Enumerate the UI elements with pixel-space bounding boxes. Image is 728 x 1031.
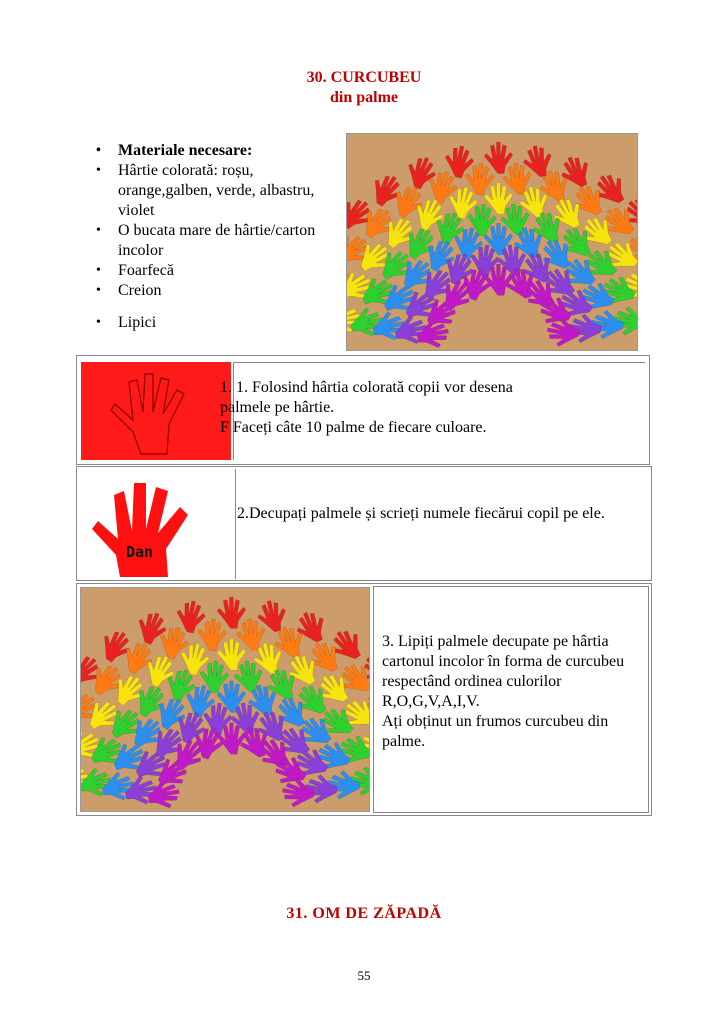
step-3-para-2: Ați obținut un frumos curcubeu din palme. — [382, 713, 609, 750]
step-1-box — [76, 355, 650, 465]
rainbow-hands-image — [347, 134, 637, 350]
hand-shape — [501, 162, 533, 196]
rainbow-hands-photo-top — [346, 133, 638, 351]
step-2-text: 2.Decupați palmele și scrieți numele fiecărui copil pe ele. — [237, 505, 605, 522]
material-item: • Lipici — [93, 313, 333, 333]
step-1-line-1: 1. 1. Folosind hârtia colorată copii vor desena — [220, 379, 513, 396]
hand-shape — [235, 618, 267, 652]
page-number: 55 — [357, 968, 371, 983]
hand-shape — [196, 618, 228, 652]
hand-name-label: Dan — [126, 543, 154, 561]
rainbow-hands-photo-bottom — [80, 587, 370, 812]
rainbow-hands-image — [81, 588, 369, 811]
red-paper-hand-image — [81, 362, 231, 460]
step-3-para-1: 3. Lipiți palmele decupate pe hârtia cartonul incolor în forma de curcubeu respectând ordinea culorilor R,O,G,V,A,I,V. — [382, 633, 625, 710]
title-line-1: 30. CURCUBEU — [306, 69, 422, 86]
step-2-text-cell — [235, 469, 647, 579]
cut-hand-image — [80, 477, 230, 577]
section-title — [0, 68, 728, 108]
material-item: • Creion — [93, 281, 333, 301]
title-line-2: din palme — [329, 89, 398, 106]
step-1-text — [220, 378, 640, 438]
next-section-title: 31. OM DE ZĂPADĂ — [286, 905, 442, 922]
hand-shape — [217, 681, 246, 712]
material-item: • Foarfecă — [93, 261, 333, 281]
materials-list — [93, 141, 333, 333]
materials-heading: • Materiale necesare: — [93, 141, 333, 161]
step-1-line-2: palmele pe hârtie. — [220, 399, 335, 416]
step-3-text — [382, 632, 644, 752]
step-2-box — [76, 466, 652, 581]
material-item: • O bucata mare de hârtie/carton incolor — [93, 221, 333, 261]
material-item: • Hârtie colorată: roșu, orange,galben, verde, albastru, violet — [93, 161, 333, 221]
step-1-line-3: F Faceți câte 10 palme de fiecare culoare. — [220, 419, 487, 436]
